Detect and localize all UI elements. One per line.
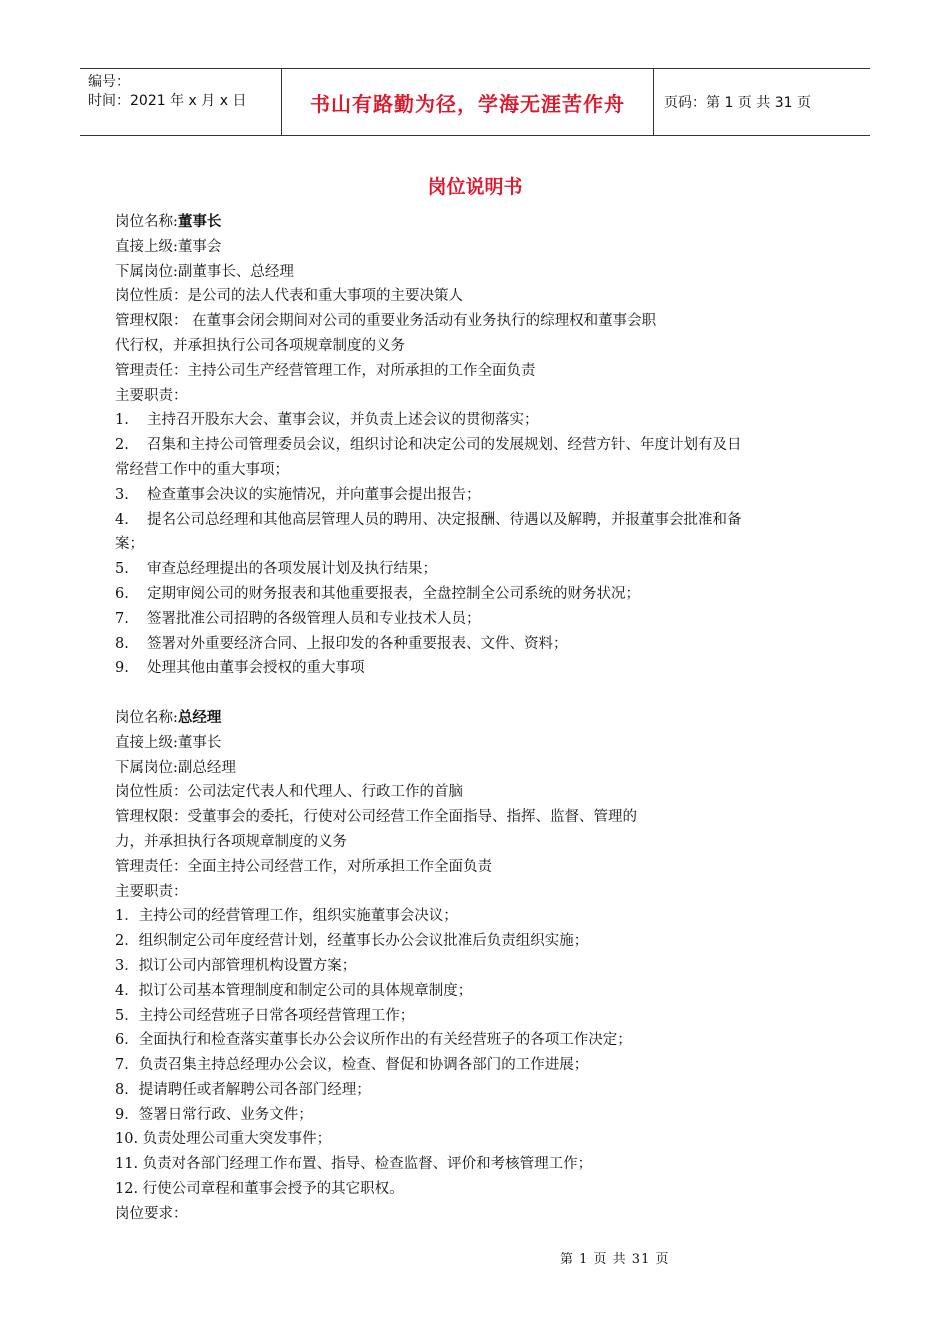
document-header <box>80 68 870 136</box>
chairman-nature: 岗位性质：是公司的法人代表和重大事项的主要决策人 <box>115 288 463 305</box>
chairman-duty-item: 4. 提名公司总经理和其他高层管理人员的聘用、决定报酬、待遇以及解聘，并报董事会批准和备 <box>115 511 742 528</box>
chairman-authority-line-2: 代行权，并承担执行公司各项规章制度的义务 <box>115 337 405 354</box>
gm-superior: 直接上级:董事长 <box>115 734 222 751</box>
position-name-label: 岗位名称: <box>115 214 178 230</box>
gm-duty-item: 3．拟订公司内部管理机构设置方案； <box>115 957 357 974</box>
position-name-label: 岗位名称: <box>115 709 178 726</box>
gm-duty-item: 5．主持公司经营班子日常各项经营管理工作； <box>115 1007 415 1024</box>
gm-duty-item: 10. 负责处理公司重大突发事件； <box>115 1131 332 1148</box>
gm-position-name <box>115 706 850 731</box>
gm-duty-item: 7．负责召集主持总经理办公会议，检查、督促和协调各部门的工作进展； <box>115 1057 589 1074</box>
page-footer: 第 1 页 共 31 页 <box>560 1252 670 1267</box>
gm-duty-item: 2．组织制定公司年度经营计划，经董事长办公会议批准后负责组织实施； <box>115 933 589 950</box>
position-name-value: 董事长 <box>177 213 222 230</box>
chairman-duty-item: 3. 检查董事会决议的实施情况，并向董事会提出报告； <box>115 486 481 503</box>
gm-duty-item: 4．拟订公司基本管理制度和制定公司的具体规章制度； <box>115 982 473 999</box>
chairman-duty-item: 2. 召集和主持公司管理委员会议，组织讨论和决定公司的发展规划、经营方针、年度计划有及日 <box>115 437 742 454</box>
gm-authority-line-1: 管理权限：受董事会的委托，行使对公司经营工作全面指导、指挥、监督、管理的 <box>115 809 637 826</box>
document-date: 时间：2021 年 x 月 x 日 <box>88 93 247 109</box>
chairman-duty-item-continued: 案； <box>115 536 144 553</box>
chairman-duty-item: 7. 签署批准公司招聘的各级管理人员和专业技术人员； <box>115 610 481 627</box>
header-motto <box>282 69 654 135</box>
chairman-subordinates: 下属岗位:副董事长、总经理 <box>115 263 294 280</box>
gm-duty-item: 9．签署日常行政、业务文件； <box>115 1106 313 1123</box>
position-name-value: 总经理 <box>177 708 222 726</box>
gm-nature: 岗位性质：公司法定代表人和代理人、行政工作的首脑 <box>115 784 463 801</box>
gm-responsibility: 管理责任：全面主持公司经营工作，对所承担工作全面负责 <box>115 858 492 875</box>
chairman-duty-item: 5. 审查总经理提出的各项发展计划及执行结果； <box>115 561 437 578</box>
chairman-position-name <box>115 210 850 235</box>
gm-duty-item: 6．全面执行和检查落实董事长办公会议所作出的有关经营班子的各项工作决定； <box>115 1032 632 1049</box>
chairman-authority-line-1: 管理权限： 在董事会闭会期间对公司的重要业务活动有业务执行的综理权和董事会职 <box>115 313 657 330</box>
chairman-duty-item: 9. 处理其他由董事会授权的重大事项 <box>115 660 365 677</box>
motto-text: 书山有路勤为径，学海无涯苦作舟 <box>310 91 625 116</box>
header-page-info <box>654 69 870 135</box>
chairman-duties-label: 主要职责： <box>115 387 188 404</box>
chairman-duty-item: 6. 定期审阅公司的财务报表和其他重要报表，全盘控制全公司系统的财务状况； <box>115 585 640 602</box>
document-body <box>115 210 850 1227</box>
gm-duty-item: 11. 负责对各部门经理工作布置、指导、检查监督、评价和考核管理工作； <box>115 1156 593 1173</box>
page-number-label: 页码：第 1 页 共 31 页 <box>664 95 811 111</box>
gm-requirements-label: 岗位要求： <box>115 1205 188 1222</box>
chairman-superior: 直接上级:董事会 <box>115 238 222 255</box>
gm-duty-item: 12. 行使公司章程和董事会授予的其它职权。 <box>115 1181 404 1198</box>
document-number: 编号： <box>88 74 130 90</box>
chairman-duty-item-continued: 常经营工作中的重大事项； <box>115 461 289 478</box>
gm-authority-line-2: 力，并承担执行各项规章制度的义务 <box>115 833 347 850</box>
chairman-duty-item: 8. 签署对外重要经济合同、上报印发的各种重要报表、文件、资料； <box>115 635 568 652</box>
gm-subordinates: 下属岗位:副总经理 <box>115 759 236 776</box>
page-title: 岗位说明书 <box>427 176 523 198</box>
gm-duty-item: 8．提请聘任或者解聘公司各部门经理； <box>115 1081 371 1098</box>
gm-duty-item: 1．主持公司的经营管理工作，组织实施董事会决议； <box>115 908 458 925</box>
gm-duties-label: 主要职责： <box>115 883 188 900</box>
header-meta <box>80 69 282 135</box>
chairman-responsibility: 管理责任：主持公司生产经营管理工作，对所承担的工作全面负责 <box>115 362 536 379</box>
chairman-duty-item: 1. 主持召开股东大会、董事会议，并负责上述会议的贯彻落实； <box>115 412 539 429</box>
section-spacer <box>115 681 850 706</box>
